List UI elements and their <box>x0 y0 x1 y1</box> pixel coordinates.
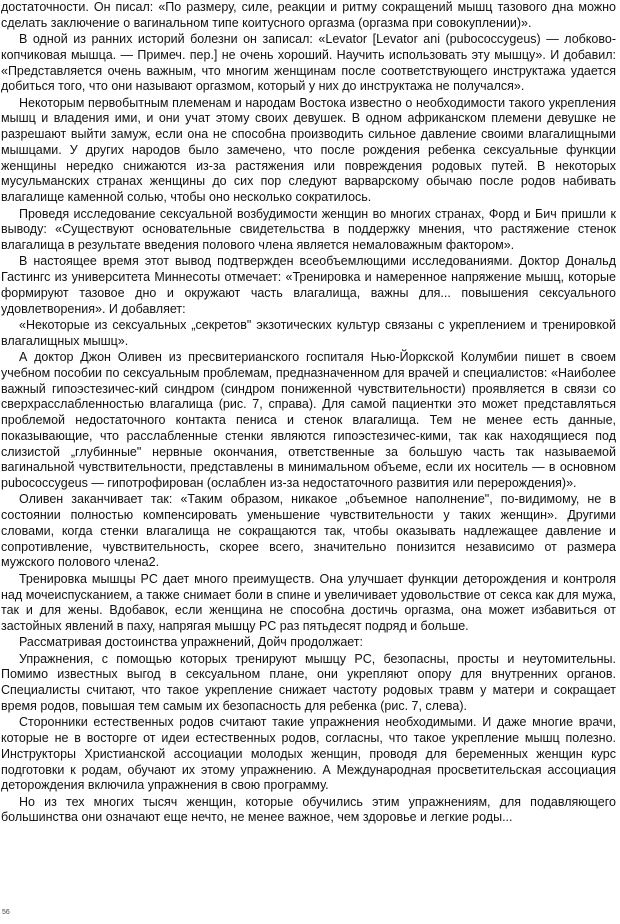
page-number: 56 <box>2 909 10 917</box>
paragraph-7: А доктор Джон Оливен из пресвитерианского госпиталя Нью-Йоркской Колумбии пишет в своем учебном пособии по сексуальным проблемам, предназначенном для врачей и специалистов: «Наиболее важный гипоэстезичес-кий синдром (синдром пониженной чувствительности) проявляется в связи со сверхрасслабленностью влагалища (рис. 7, справа). Для самой пациентки это может представляться проблемой недостаточного контакта пениса и стенок влагалища. Тем не менее есть данные, показывающие, что расслабленные стенки являются гипоэстезичес-кими, так как находящиеся под слизистой „глубинные" нервные окончания, ответственные за большую часть так называемой вагинальной чувствительности, представлены в минимальном объеме, если их носитель — в основном pubococcygeus — гипотрофирован (ослаблен из-за недостаточного развития или перерождения)». <box>1 350 616 491</box>
paragraph-10: Рассматривая достоинства упражнений, Дойч продолжает: <box>19 635 364 650</box>
paragraph-6: «Некоторые из сексуальных „секретов" экзотических культур связаны с укреплением и тренировкой влагалищных мышц». <box>1 317 616 348</box>
paragraph-4: Проведя исследование сексуальной возбудимости женщин во многих странах, Форд и Бич пришли к выводу: «Существуют основательные свидетельства в поддержку мнения, что растяжение стенок влагалища в результате введения полового члена является немаловажным фактором». <box>1 206 616 253</box>
paragraph-3: Некоторым первобытным племенам и народам Востока известно о необходимости такого укрепления мышц и владения ими, и они учат этому своих девушек. В одном африканском племени девушке не разрешают выйти замуж, если она не способна производить сильное давление своими влагалищными мышцами. У других народов было замечено, что после рождения ребенка сексуальные функции женщины нередко снижаются из-за растяжения или повреждения родовых путей. В некоторых мусульманских странах женщины до сих пор следуют варварскому обычаю после родов набивать влагалище каменной солью, чтобы оно несколько сократилось. <box>1 95 616 205</box>
paragraph-13: Но из тех многих тысяч женщин, которые обучились этим упражнениям, для подавляющего большинства они означают еще нечто, не менее важное, чем здоровье и легкие роды... <box>1 794 616 825</box>
paragraph-8: Оливен заканчивает так: «Таким образом, никакое „объемное наполнение", по-видимому, не в состоянии полностью компенсировать уменьшение чувствительности у таких женщин». Другими словами, когда стенки влагалища не сокращаются так, чтобы оказывать надлежащее давление и сопротивление, чувствительность, скорее всего, значительно понизится независимо от размера мужского полового члена2. <box>1 492 616 570</box>
paragraph-2: В одной из ранних историй болезни он записал: «Levator [Levator ani (pubococcygeus) — лобково-копчиковая мышца. — Примеч. пер.] не очень хороший. Научить использовать эту мышцу». И добавил: «Представляется очень важным, что многим женщинам после соответствующего инструктажа удается добиться того, что они называют оргазмом, который у них до инструктажа не получался». <box>1 32 616 94</box>
paragraph-9: Тренировка мышцы PC дает много преимуществ. Она улучшает функции деторождения и контроля над мочеиспусканием, а также снимает боли в спине и увеличивает удовольствие от секса как для мужа, так и для жены. Вдобавок, если женщина не способна достичь оргазма, она может избавиться от застойных явлений в паху, напрягая мышцу PC раз пятьдесят подряд и больше. <box>1 571 616 633</box>
paragraph-12: Сторонники естественных родов считают такие упражнения необходимыми. И даже многие врачи, которые не в восторге от идеи естественных родов, согласны, что такое укрепление мышц полезно. Инструкторы Христианской ассоциации молодых женщин, проводя для беременных женщин курс подготовки к родам, обучают их этому упражнению. А Международная просветительская ассоциация деторождения включила упражнения в свою программу. <box>1 715 616 793</box>
paragraph-5: В настоящее время этот вывод подтвержден всеобъемлющими исследованиями. Доктор Дональд Гастингс из университета Миннесоты отмечает: «Тренировка и намеренное напряжение мышц, которые формируют тазовое дно и окружают часть влагалища, важны для... повышения сексуального удовлетворения». И добавляет: <box>1 254 616 316</box>
paragraph-1: достаточности. Он писал: «По размеру, силе, реакции и ритму сокращений мышц тазового дна можно сделать заключение о вагинальном типе коитусного оргазма (оргазма при совокуплении)». <box>1 0 616 30</box>
paragraph-11: Упражнения, с помощью которых тренируют мышцу PC, безопасны, просты и неутомительны. Помимо известных выгод в сексуальном плане, они укрепляют опору для внутренних органов. Специалисты считают, что такое укрепление снижает частоту родовых травм у матери и сокращает время родов, повышая тем самым их безопасность для ребенка (рис. 7, слева). <box>1 651 616 713</box>
